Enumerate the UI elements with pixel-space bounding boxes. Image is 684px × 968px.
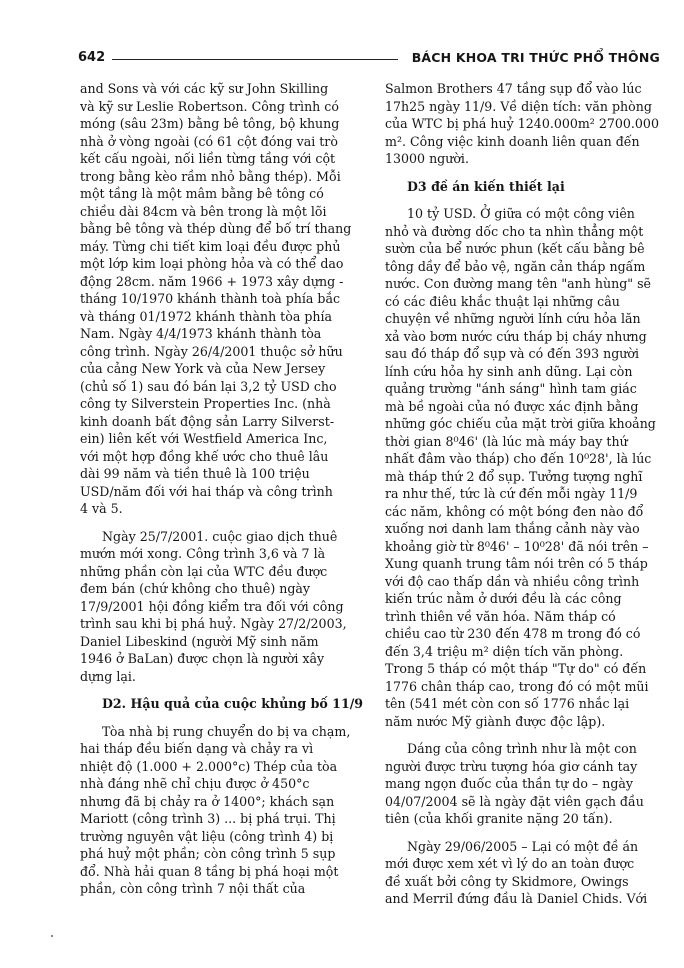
paragraph-reconstruction-plan: 10 tỷ USD. Ở giữa có một công viên nhỏ và đường dốc cho ta nhìn thẳng một sườn của bể nước phun (kết cấu bằng bê tông dầy để bảo vệ, ngăn cản tháp ngấm nước. Con đường mang tên "anh hùng" sẽ có các điêu khắc thuật lại những câu chuyện về những người lính cứu hỏa lăn xả vào bơm nước cứu tháp bị cháy nhưng sau đó tháp đổ sụp và có đến 393 người lính cứu hỏa hy sinh anh dũng. Lại còn quảng trường "ánh sáng" hình tam giác mà bề ngoài của nó được xác định bằng những góc chiếu của mặt trời giữa khoảng thời gian 8⁰46' (là lúc mà máy bay thứ nhất đâm vào tháp) cho đến 10⁰28', là lúc mà tháp thứ 2 đổ sụp. Tưởng tượng nghĩ ra như thế, tức là cứ đến mỗi ngày 11/9 các năm, không có một bóng đen nào đổ xuống nơi danh lam thắng cảnh này vào khoảng giờ từ 8⁰46' – 10⁰28' đã nói trên – Xung quanh trung tâm nói trên có 5 tháp với độ cao thấp dần và nhiều công trình kiến trúc nằm ở dưới đều là các công trình thiên về văn hóa. Năm tháp có chiều cao từ 230 đến 478 m trong đó có đến 3,4 triệu m² diện tích văn phòng. Trong 5 tháp có một tháp "Tự do" có đến 1776 chân tháp cao, trong đó có một mũi tên (541 mét còn con số 1776 nhắc lại năm nước Mỹ giành được độc lập).: [385, 206, 656, 729]
paragraph-new-proposal: Ngày 29/06/2005 – Lại có một đề án mới được xem xét vì lý do an toàn được đề xuất bởi công ty Skidmore, Owings and Merril đứng đầu là Daniel Chids. Với: [385, 838, 648, 906]
left-column: [80, 80, 365, 908]
right-column: [385, 80, 670, 918]
running-title: BÁCH KHOA TRI THỨC PHỔ THÔNG: [411, 50, 660, 65]
scan-dot: [51, 935, 53, 937]
paragraph-wtc-construction: and Sons và với các kỹ sư John Skilling và kỹ sư Leslie Robertson. Công trình có móng (sâu 23m) bằng bê tông, bộ khung nhà ở vòng ngoài (có 61 cột đóng vai trò kết cấu ngoài, nối liền từng tầng với cột trong bằng kèo rầm nhỏ bằng thép). Mỗi một tầng là một mâm bằng bê tông có chiều dài 84cm và bên trong là một lõi bằng bê tông và thép dùng để bố trí thang máy. Từng chi tiết kim loại đều được phủ một lớp kim loại phòng hỏa và có thể dao động 28cm. năm 1966 + 1973 xây dựng - tháng 10/1970 khánh thành toà phía bắc và tháng 01/1972 khánh thành tòa phía Nam. Ngày 4/4/1973 khánh thành tòa công trình. Ngày 26/4/2001 thuộc sở hữu của cảng New York và của New Jersey (chủ số 1) sau đó bán lại 3,2 tỷ USD cho công ty Silverstein Properties Inc. (nhà kinh doanh bất động sản Larry Silverst- ein) liên kết với Westfield America Inc, với một hợp đồng khế ước cho thuê lâu dài 99 năm và tiền thuê là 100 triệu USD/năm đối với hai tháp và công trình 4 và 5.: [80, 81, 352, 516]
page-number: 642: [78, 50, 106, 65]
paragraph-damage-continued: Salmon Brothers 47 tầng sụp đổ vào lúc 17h25 ngày 11/9. Về diện tích: văn phòng của WTC bị phá huỷ 1240.000m² 2700.000 m². Công việc kinh doanh liên quan đến 13000 người.: [385, 81, 659, 166]
section-heading-d2: D2. Hậu quả của cuộc khủng bố 11/9: [102, 696, 364, 711]
paragraph-damage: Tòa nhà bị rung chuyển do bị va chạm, hai tháp đều biến dạng và chảy ra vì nhiệt độ (1.000 + 2.000°c) Thép của tòa nhà đáng nhẽ chỉ chịu được ở 450°c nhưng đã bị chảy ra ở 1400°; khách sạn Mariott (công trình 3) ... bị phá trụi. Thị trường nguyên vật liệu (công trình 4) bị phá huỷ một phần; còn công trình 5 sụp đổ. Nhà hải quan 8 tầng bị phá hoại một phần, còn công trình 7 nội thất của: [80, 723, 351, 896]
paragraph-lease-transaction: Ngày 25/7/2001. cuộc giao dịch thuê mướn mới xong. Công trình 3,6 và 7 là những phần còn lại của WTC đều được đem bán (chứ không cho thuê) ngày 17/9/2001 hội đồng kiểm tra đối với công trình sau khi bị phá huỷ. Ngày 27/2/2003, Daniel Libeskind (người Mỹ sinh năm 1946 ở BaLan) được chọn là người xây dựng lại.: [80, 528, 347, 684]
section-heading-d3: D3 đề án kiến thiết lại: [407, 178, 565, 194]
header-rule: [112, 59, 398, 60]
page-header: [78, 50, 660, 70]
paragraph-freedom-tower-shape: Dáng của công trình như là một con người được trừu tượng hóa giơ cánh tay mang ngọn đuốc của thần tự do – ngày 04/07/2004 sẽ là ngày đặt viên gạch đầu tiên (của khối granite nặng 20 tấn).: [385, 741, 644, 826]
